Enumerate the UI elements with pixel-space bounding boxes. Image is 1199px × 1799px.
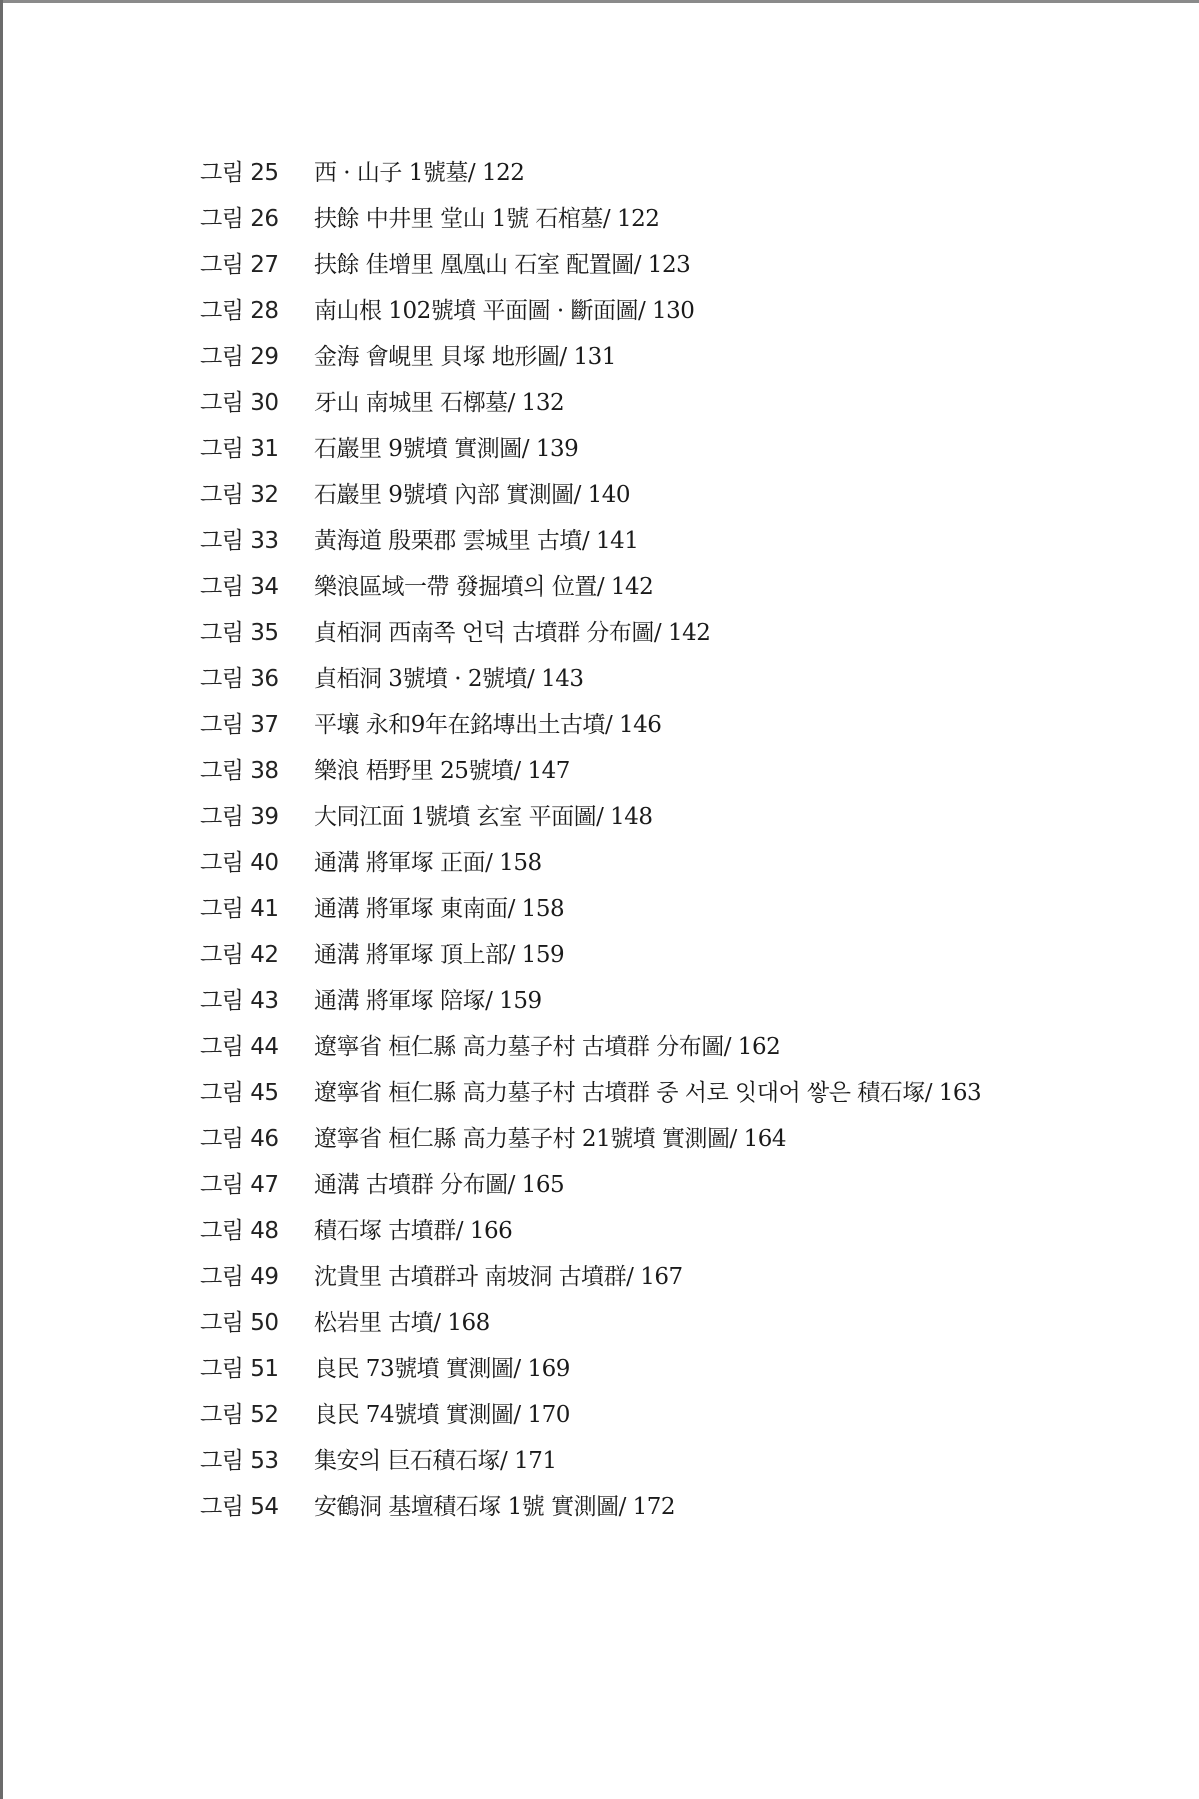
figure-list-item (200, 200, 981, 246)
figure-list-item (200, 154, 981, 200)
figure-caption: 南山根 102號墳 平面圖 · 斷面圖/ 130 (314, 298, 695, 324)
figure-number: 그림 39 (200, 804, 279, 830)
figure-list-item (200, 706, 981, 752)
figure-caption: 通溝 將軍塚 東南面/ 158 (314, 896, 565, 922)
figure-number: 그림 31 (200, 436, 279, 462)
figure-caption: 扶餘 佳增里 凰凰山 石室 配置圖/ 123 (314, 252, 691, 278)
figure-number: 그림 49 (200, 1264, 279, 1290)
figure-number: 그림 38 (200, 758, 279, 784)
figure-list-item (200, 982, 981, 1028)
page-left-edge (0, 0, 3, 1799)
figure-caption: 樂浪 梧野里 25號墳/ 147 (314, 758, 570, 784)
figure-caption: 通溝 將軍塚 正面/ 158 (314, 850, 542, 876)
page-top-edge (0, 0, 1199, 3)
figure-list-item (200, 1396, 981, 1442)
figure-number: 그림 37 (200, 712, 279, 738)
figure-number: 그림 51 (200, 1356, 279, 1382)
figure-number: 그림 40 (200, 850, 279, 876)
figure-number: 그림 36 (200, 666, 279, 692)
figure-caption: 通溝 將軍塚 陪塚/ 159 (314, 988, 542, 1014)
figure-number: 그림 48 (200, 1218, 279, 1244)
figure-number: 그림 53 (200, 1448, 279, 1474)
figure-list-item (200, 338, 981, 384)
figure-caption: 沈貴里 古墳群과 南坡洞 古墳群/ 167 (314, 1264, 683, 1290)
figure-list-item (200, 844, 981, 890)
figure-caption: 良民 73號墳 實測圖/ 169 (314, 1356, 570, 1382)
figure-caption: 石巖里 9號墳 實測圖/ 139 (314, 436, 579, 462)
figure-number: 그림 26 (200, 206, 279, 232)
figure-number: 그림 47 (200, 1172, 279, 1198)
figure-number: 그림 42 (200, 942, 279, 968)
figure-list-item (200, 936, 981, 982)
figure-list-item (200, 660, 981, 706)
figure-number: 그림 50 (200, 1310, 279, 1336)
figure-list-item (200, 1166, 981, 1212)
figure-caption: 松岩里 古墳/ 168 (314, 1310, 490, 1336)
figure-number: 그림 44 (200, 1034, 279, 1060)
figure-list-item (200, 798, 981, 844)
figure-number: 그림 28 (200, 298, 279, 324)
figure-caption: 黃海道 殷栗郡 雲城里 古墳/ 141 (314, 528, 639, 554)
figure-caption: 金海 會峴里 貝塚 地形圖/ 131 (314, 344, 616, 370)
figure-list-item (200, 1258, 981, 1304)
figure-list-item (200, 1074, 981, 1120)
figure-list-item (200, 1304, 981, 1350)
figure-list-item (200, 1120, 981, 1166)
figure-list-item (200, 890, 981, 936)
figure-number: 그림 52 (200, 1402, 279, 1428)
figure-caption: 樂浪區域一帶 發掘墳의 位置/ 142 (314, 574, 654, 600)
figure-caption: 石巖里 9號墳 內部 實測圖/ 140 (314, 482, 631, 508)
figure-number: 그림 30 (200, 390, 279, 416)
figure-number: 그림 43 (200, 988, 279, 1014)
figure-number: 그림 46 (200, 1126, 279, 1152)
figure-list-item (200, 246, 981, 292)
figure-number: 그림 33 (200, 528, 279, 554)
figure-number: 그림 27 (200, 252, 279, 278)
figure-caption: 牙山 南城里 石槨墓/ 132 (314, 390, 565, 416)
figure-caption: 貞栢洞 西南쪽 언덕 古墳群 分布圖/ 142 (314, 620, 711, 646)
figure-list-item (200, 1350, 981, 1396)
figure-caption: 積石塚 古墳群/ 166 (314, 1218, 513, 1244)
figure-caption: 集安의 巨石積石塚/ 171 (314, 1448, 557, 1474)
figure-caption: 通溝 古墳群 分布圖/ 165 (314, 1172, 565, 1198)
figure-caption: 通溝 將軍塚 頂上部/ 159 (314, 942, 565, 968)
figure-list-item (200, 1488, 981, 1534)
figure-caption: 良民 74號墳 實測圖/ 170 (314, 1402, 570, 1428)
figure-list-item (200, 292, 981, 338)
figure-number: 그림 41 (200, 896, 279, 922)
figure-caption: 扶餘 中井里 堂山 1號 石棺墓/ 122 (314, 206, 660, 232)
figure-caption: 大同江面 1號墳 玄室 平面圖/ 148 (314, 804, 653, 830)
figure-list-item (200, 752, 981, 798)
figure-list (200, 154, 981, 1534)
figure-caption: 遼寧省 桓仁縣 高力墓子村 21號墳 實測圖/ 164 (314, 1126, 786, 1152)
figure-caption: 貞栢洞 3號墳 · 2號墳/ 143 (314, 666, 584, 692)
figure-list-item (200, 614, 981, 660)
figure-list-item (200, 1212, 981, 1258)
figure-list-item (200, 568, 981, 614)
figure-list-item (200, 522, 981, 568)
figure-number: 그림 35 (200, 620, 279, 646)
figure-caption: 遼寧省 桓仁縣 高力墓子村 古墳群 分布圖/ 162 (314, 1034, 781, 1060)
figure-number: 그림 32 (200, 482, 279, 508)
figure-list-item (200, 1028, 981, 1074)
figure-number: 그림 54 (200, 1494, 279, 1520)
figure-list-item (200, 476, 981, 522)
figure-caption: 西 · 山子 1號墓/ 122 (314, 160, 525, 186)
figure-number: 그림 34 (200, 574, 279, 600)
figure-number: 그림 29 (200, 344, 279, 370)
figure-caption: 平壤 永和9年在銘塼出土古墳/ 146 (314, 712, 662, 738)
figure-list-item (200, 1442, 981, 1488)
figure-number: 그림 45 (200, 1080, 279, 1106)
figure-caption: 安鶴洞 基壇積石塚 1號 實測圖/ 172 (314, 1494, 676, 1520)
figure-number: 그림 25 (200, 160, 279, 186)
figure-list-item (200, 384, 981, 430)
figure-caption: 遼寧省 桓仁縣 高力墓子村 古墳群 중 서로 잇대어 쌓은 積石塚/ 163 (314, 1080, 982, 1106)
figure-list-item (200, 430, 981, 476)
